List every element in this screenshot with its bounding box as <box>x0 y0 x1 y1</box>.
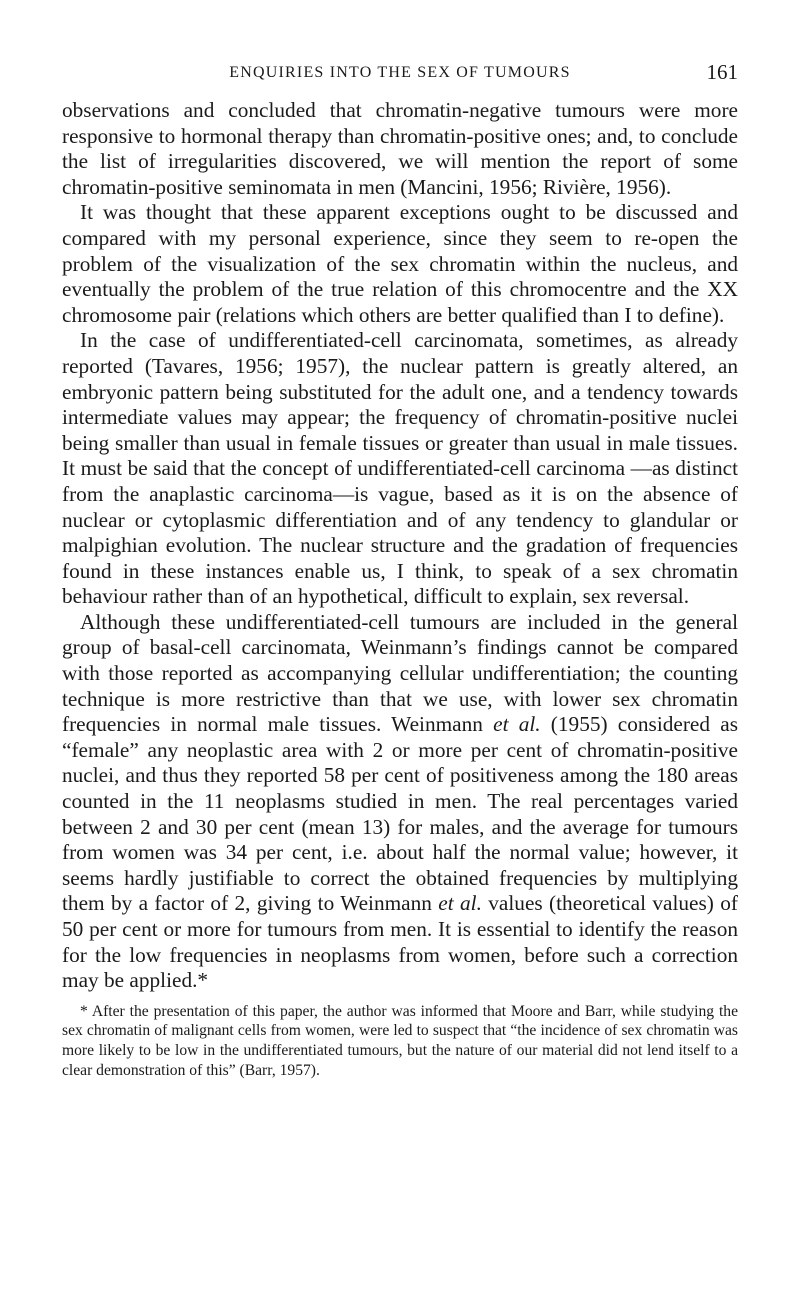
paragraph-exceptions: It was thought that these apparent exceptions ought to be discussed and compared with my personal experience, since they seem to re-open the problem of the visualization of the sex chromatin within the nucleus, and eventually the problem of the true relation of this chromocentre and the XX chromosome pair (relations which others are better qualified than I to define). <box>62 200 738 327</box>
running-head: ENQUIRIES INTO THE SEX OF TUMOURS <box>229 64 571 81</box>
et-al-italic: et al. <box>493 712 541 737</box>
text-segment: values (theoretical values) of 50 per cent or more for tumours from men. It is essential to identify the reason for the low frequencies in neoplasms from women, before such a correction may be applied.* <box>62 891 738 993</box>
paragraph-weinmann <box>62 610 738 994</box>
paragraph-undifferentiated: In the case of undifferentiated-cell carcinomata, sometimes, as already reported (Tavares, 1956; 1957), the nuclear pattern is greatly altered, an embryonic pattern being substituted for the adult one, and a tendency towards intermediate values may appear; the frequency of chromatin-positive nuclei being smaller than usual in female tissues or greater than usual in male tissues. It must be said that the concept of undifferentiated-cell carcinoma —as distinct from the anaplastic carcinoma—is vague, based as it is on the absence of nuclear or cytoplasmic differentiation and of any tendency to glandular or malpighian evolution. The nuclear structure and the gradation of frequencies found in these instances enable us, I think, to speak of a sex chromatin behaviour rather than of an hypothetical, difficult to explain, sex reversal. <box>62 328 738 609</box>
book-page <box>62 58 738 1096</box>
text-segment: (1955) considered as “female” any neoplastic area with 2 or more per cent of chromatin-positive nuclei, and thus they reported 58 per cent of positiveness among the 180 areas counted in the 11 neoplasms studied in men. The real percentages varied between 2 and 30 per cent (mean 13) for males, and the average for tumours from women was 34 per cent, i.e. about half the normal value; however, it seems hardly justifiable to correct the obtained frequencies by multiplying them by a factor of 2, giving to Weinmann <box>62 712 738 916</box>
page-header <box>62 58 738 92</box>
et-al-italic: et al. <box>438 891 482 916</box>
text-segment: Although these undifferentiated-cell tumours are included in the general group of basal-cell carcinomata, Weinmann’s findings cannot be compared with those reported as accompanying cellular undifferentiation; the counting technique is more restrictive than that we use, with lower sex chromatin frequencies in normal male tissues. Weinmann <box>62 609 738 737</box>
footnote: * After the presentation of this paper, the author was informed that Moore and Barr, while studying the sex chromatin of malignant cells from women, were led to suspect that “the incidence of sex chromatin was more likely to be low in the undifferentiated tumours, but the nature of our material did not lend itself to a clear demonstration of this” (Barr, 1957). <box>62 1002 738 1079</box>
body-text <box>62 98 738 994</box>
page-number: 161 <box>706 60 738 84</box>
paragraph-continued: observations and concluded that chromatin-negative tumours were more responsive to hormonal therapy than chromatin-positive ones; and, to conclude the list of irregularities discovered, we will mention the report of some chromatin-positive seminomata in men (Mancini, 1956; Rivière, 1956). <box>62 98 738 199</box>
